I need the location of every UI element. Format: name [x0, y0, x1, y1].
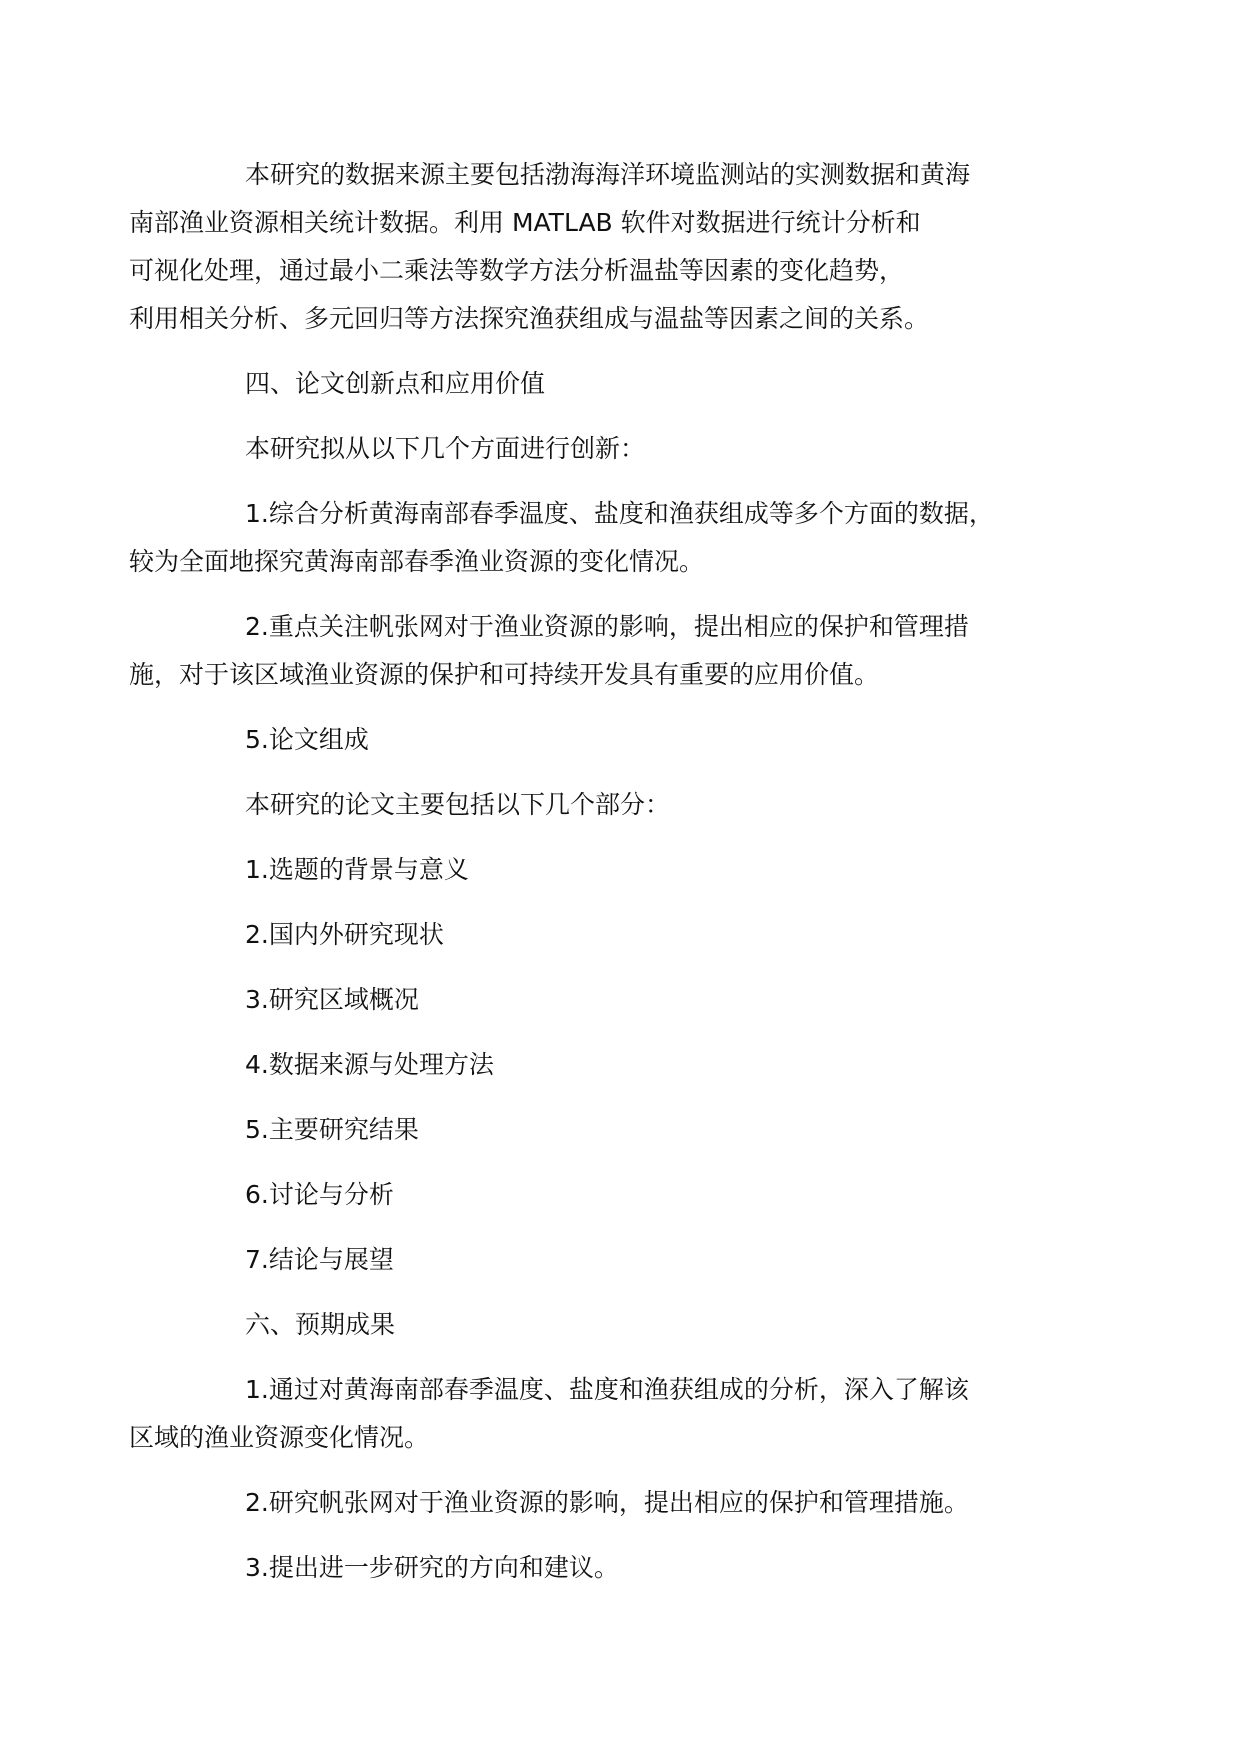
paragraph-innovation-1	[129, 490, 1087, 586]
list-item-structure-4	[187, 1041, 1087, 1089]
list-item-result-2	[187, 1479, 1087, 1527]
text-line: 3.提出进一步研究的方向和建议。	[245, 1553, 619, 1582]
text-line: 本研究的数据来源主要包括渤海海洋环境监测站的实测数据和黄海	[245, 160, 971, 189]
text-line: 6.讨论与分析	[245, 1180, 394, 1209]
list-item-structure-3	[187, 976, 1087, 1024]
list-item-result-1	[129, 1366, 1087, 1462]
text-line: 利用相关分析、多元回归等方法探究渔获组成与温盐等因素之间的关系。	[129, 304, 930, 333]
text-line: 2.国内外研究现状	[245, 920, 444, 949]
document-body	[129, 151, 1087, 1609]
text-line: 可视化处理，通过最小二乘法等数学方法分析温盐等因素的变化趋势，	[129, 256, 905, 285]
text-line: 本研究拟从以下几个方面进行创新：	[245, 434, 646, 463]
section-heading-results	[187, 1301, 1087, 1349]
list-item-result-3	[187, 1544, 1087, 1592]
paragraph-structure-intro	[187, 781, 1087, 829]
text-line: 3.研究区域概况	[245, 985, 419, 1014]
text-line: 4.数据来源与处理方法	[245, 1050, 494, 1079]
text-line: 1.综合分析黄海南部春季温度、盐度和渔获组成等多个方面的数据，	[245, 499, 994, 528]
text-line: 2.重点关注帆张网对于渔业资源的影响，提出相应的保护和管理措	[245, 612, 969, 641]
text-line: 南部渔业资源相关统计数据。利用 MATLAB 软件对数据进行统计分析和	[129, 208, 921, 237]
list-item-structure-6	[187, 1171, 1087, 1219]
list-item-structure-1	[187, 846, 1087, 894]
text-line: 六、预期成果	[245, 1310, 396, 1339]
text-line: 本研究的论文主要包括以下几个部分：	[245, 790, 671, 819]
text-line: 1.选题的背景与意义	[245, 855, 469, 884]
text-line: 区域的渔业资源变化情况。	[129, 1423, 430, 1452]
text-line: 2.研究帆张网对于渔业资源的影响，提出相应的保护和管理措施。	[245, 1488, 969, 1517]
paragraph-innovation-intro	[187, 425, 1087, 473]
paragraph-innovation-2	[129, 603, 1087, 699]
list-item-structure-7	[187, 1236, 1087, 1284]
section-heading-structure	[187, 716, 1087, 764]
text-line: 5.主要研究结果	[245, 1115, 419, 1144]
list-item-structure-2	[187, 911, 1087, 959]
text-line: 较为全面地探究黄海南部春季渔业资源的变化情况。	[129, 547, 705, 576]
section-heading-innovation	[187, 360, 1087, 408]
text-line: 5.论文组成	[245, 725, 369, 754]
text-line: 1.通过对黄海南部春季温度、盐度和渔获组成的分析，深入了解该	[245, 1375, 969, 1404]
text-line: 四、论文创新点和应用价值	[245, 369, 546, 398]
list-item-structure-5	[187, 1106, 1087, 1154]
text-line: 7.结论与展望	[245, 1245, 394, 1274]
paragraph-data-source	[129, 151, 1087, 343]
text-line: 施，对于该区域渔业资源的保护和可持续开发具有重要的应用价值。	[129, 660, 880, 689]
